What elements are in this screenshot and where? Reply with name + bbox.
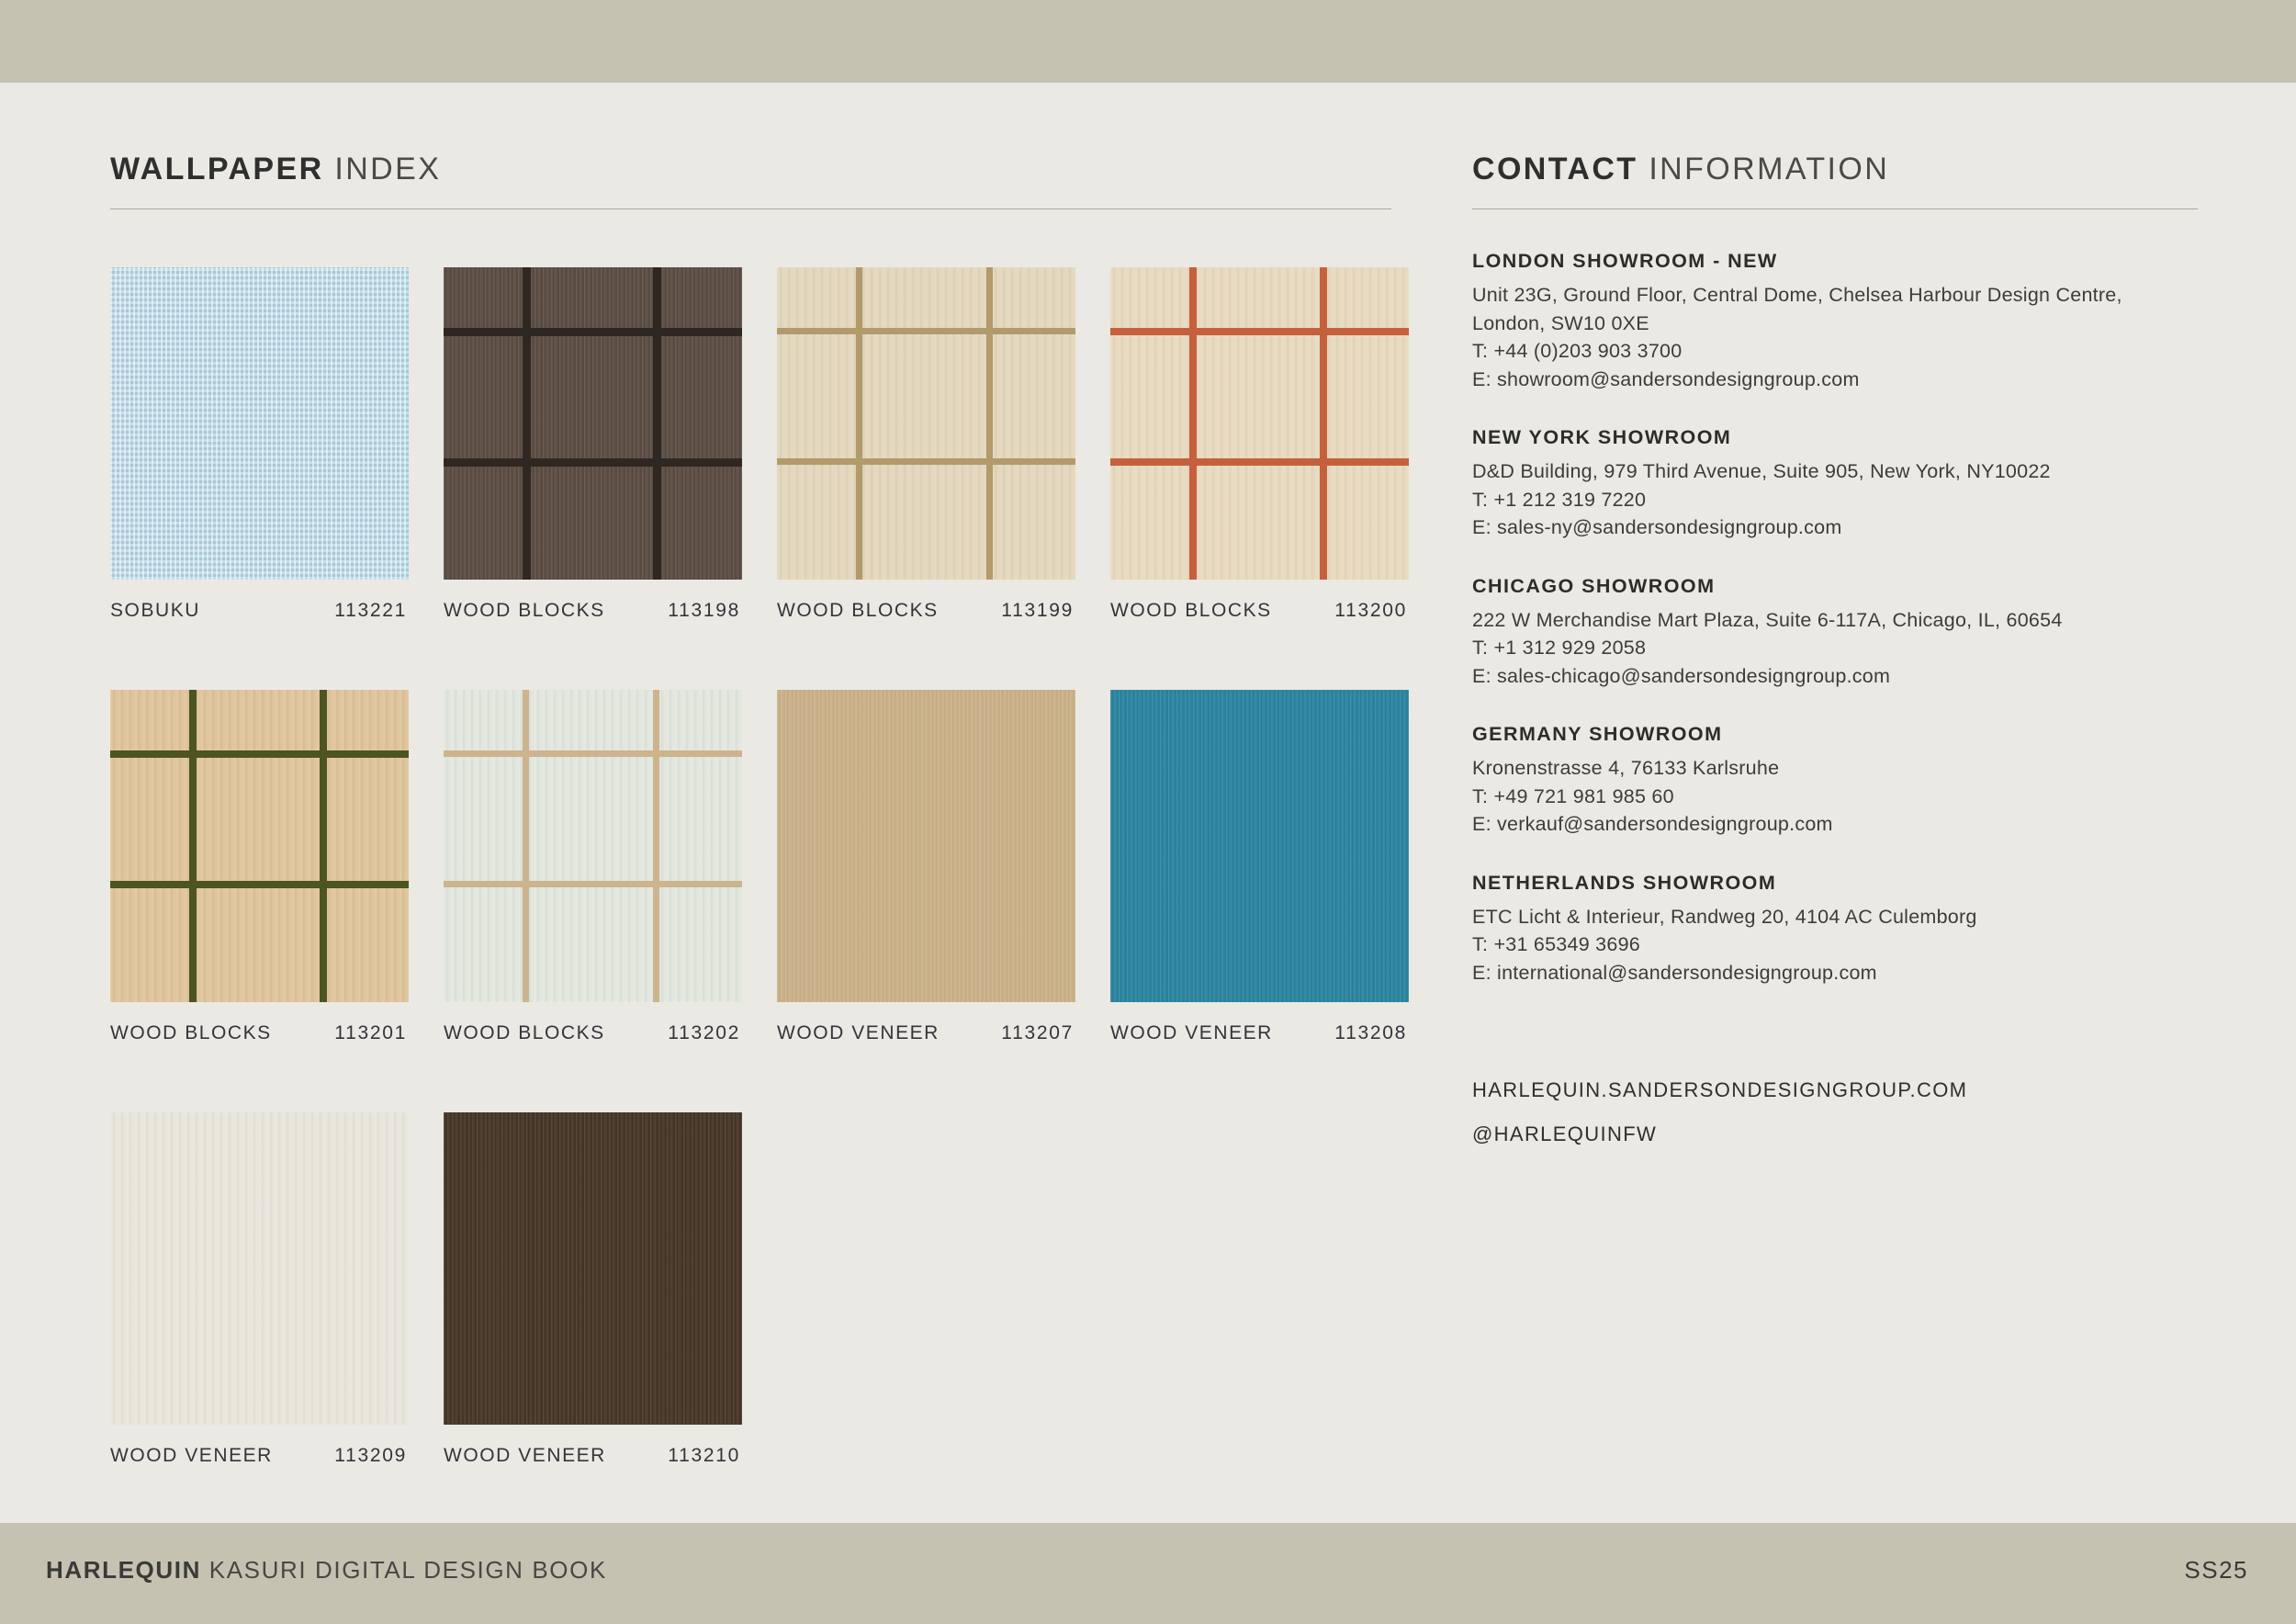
swatch-name: WOOD BLOCKS (444, 600, 605, 621)
swatch-caption (777, 600, 1075, 622)
swatch-code: 113210 (668, 1445, 740, 1466)
showroom-phone: T: +1 312 929 2058 (1472, 637, 1647, 660)
grid-line (653, 267, 661, 580)
showroom-heading: NEW YORK SHOWROOM (1472, 426, 1732, 449)
wallpaper-index-section (110, 152, 1407, 1466)
showroom-address-line: Unit 23G, Ground Floor, Central Dome, Chelsea Harbour Design Centre, (1472, 284, 2122, 306)
page-title (110, 152, 1396, 187)
grid-line (189, 690, 197, 1002)
swatch-row (110, 267, 1414, 635)
grid-line (444, 458, 742, 467)
grid-line (110, 881, 409, 888)
social-handle[interactable]: @HARLEQUINFW (1472, 1122, 1658, 1146)
swatch-image (1110, 267, 1409, 580)
showroom-phone: T: +49 721 981 985 60 (1472, 784, 1674, 807)
showroom-london (1472, 250, 2207, 393)
grid-line (777, 458, 1075, 465)
showroom-heading: CHICAGO SHOWROOM (1472, 574, 1716, 597)
showroom-address-line: Kronenstrasse 4, 76133 Karlsruhe (1472, 757, 1780, 780)
footer-brand: HARLEQUIN (46, 1556, 201, 1584)
swatch-name: WOOD BLOCKS (110, 1022, 272, 1043)
weave-texture (110, 267, 409, 580)
grain-texture (110, 690, 409, 1002)
showroom-email[interactable]: E: sales-ny@sandersondesigngroup.com (1472, 516, 1842, 539)
swatch-name: WOOD VENEER (1110, 1022, 1273, 1043)
swatch-caption (777, 1022, 1075, 1044)
swatch-name: WOOD VENEER (110, 1445, 273, 1466)
swatch-code: 113202 (668, 1022, 740, 1043)
swatch-code: 113207 (1001, 1022, 1074, 1043)
swatch-code: 113198 (668, 600, 740, 621)
grid-line (986, 267, 993, 580)
grain-texture (444, 1112, 742, 1425)
grid-line (1110, 328, 1409, 335)
links-block (1472, 1078, 2207, 1146)
grain-texture (444, 267, 742, 580)
swatch-code: 113208 (1334, 1022, 1407, 1043)
showroom-email[interactable]: E: sales-chicago@sandersondesigngroup.com (1472, 664, 1891, 687)
showroom-netherlands (1472, 872, 2207, 987)
showroom-heading: LONDON SHOWROOM - NEW (1472, 250, 1778, 272)
grain-texture (444, 690, 742, 1002)
showroom-chicago (1472, 575, 2207, 691)
swatch-image (444, 690, 742, 1002)
swatch-item-113208[interactable] (1110, 690, 1409, 1044)
swatch-caption (110, 1445, 409, 1467)
swatch-code: 113209 (334, 1445, 407, 1466)
swatch-image (444, 267, 742, 580)
swatch-image (777, 690, 1075, 1002)
swatch-caption (110, 600, 409, 622)
showroom-heading: NETHERLANDS SHOWROOM (1472, 871, 1777, 894)
swatch-image (110, 690, 409, 1002)
showroom-phone: T: +31 65349 3696 (1472, 933, 1640, 956)
grid-line (653, 690, 659, 1002)
showroom-germany (1472, 723, 2207, 839)
grid-line (1110, 458, 1409, 466)
swatch-code: 113199 (1001, 600, 1074, 621)
swatch-image (444, 1112, 742, 1425)
swatch-code: 113201 (334, 1022, 407, 1043)
showroom-address-line: D&D Building, 979 Third Avenue, Suite 905, New York, NY10022 (1472, 460, 2051, 483)
swatch-item-113200[interactable] (1110, 267, 1409, 622)
showroom-address-line: 222 W Merchandise Mart Plaza, Suite 6-117A, Chicago, IL, 60654 (1472, 608, 2063, 631)
grid-line (523, 690, 529, 1002)
page-title-light: INDEX (323, 152, 442, 186)
swatch-code: 113200 (1334, 600, 1407, 621)
swatch-name: SOBUKU (110, 600, 200, 621)
showroom-email[interactable]: E: international@sandersondesigngroup.com (1472, 961, 1877, 984)
swatch-item-113210[interactable] (444, 1112, 742, 1467)
swatch-code: 113221 (334, 600, 407, 621)
grid-line (320, 690, 327, 1002)
grid-line (110, 750, 409, 758)
swatch-caption (444, 1022, 742, 1044)
showroom-new-york (1472, 426, 2207, 542)
swatch-item-113201[interactable] (110, 690, 409, 1044)
grid-line (523, 267, 531, 580)
swatch-row (110, 1112, 1414, 1480)
grain-texture (777, 690, 1075, 1002)
grid-line (777, 328, 1075, 334)
bottom-band (0, 1523, 2296, 1624)
footer (0, 1523, 2296, 1624)
grid-line (856, 267, 862, 580)
contact-title-bold: CONTACT (1472, 152, 1638, 186)
swatch-image (777, 267, 1075, 580)
page-title-bold: WALLPAPER (110, 152, 324, 186)
swatch-caption (1110, 1022, 1409, 1044)
grain-texture (1110, 690, 1409, 1002)
grain-texture (777, 267, 1075, 580)
swatch-grid (110, 267, 1414, 1480)
showroom-heading: GERMANY SHOWROOM (1472, 723, 1723, 746)
showroom-phone: T: +1 212 319 7220 (1472, 488, 1647, 511)
top-band (0, 0, 2296, 83)
page-number: SS25 (2184, 1556, 2248, 1584)
swatch-item-113209[interactable] (110, 1112, 409, 1467)
swatch-caption (110, 1022, 409, 1044)
swatch-caption (444, 600, 742, 622)
swatch-item-113221[interactable] (110, 267, 409, 622)
contact-title-light: INFORMATION (1638, 152, 1890, 186)
swatch-name: WOOD BLOCKS (1110, 600, 1272, 621)
swatch-item-113199[interactable] (777, 267, 1075, 622)
contact-information-section (1472, 152, 2207, 1167)
website-link[interactable]: HARLEQUIN.SANDERSONDESIGNGROUP.COM (1472, 1078, 1968, 1102)
swatch-item-113207[interactable] (777, 690, 1075, 1044)
showroom-email[interactable]: E: verkauf@sandersondesigngroup.com (1472, 813, 1833, 836)
showroom-address-line: London, SW10 0XE (1472, 311, 1649, 334)
swatch-caption (444, 1445, 742, 1467)
showroom-phone: T: +44 (0)203 903 3700 (1472, 340, 1683, 363)
grid-line (444, 328, 742, 336)
grid-line (1189, 267, 1197, 580)
swatch-name: WOOD VENEER (777, 1022, 940, 1043)
swatch-caption (1110, 600, 1409, 622)
swatch-name: WOOD BLOCKS (444, 1022, 605, 1043)
grain-texture (1110, 267, 1409, 580)
footer-title (46, 1556, 607, 1585)
swatch-item-113198[interactable] (444, 267, 742, 622)
swatch-image (110, 1112, 409, 1425)
swatch-item-113202[interactable] (444, 690, 742, 1044)
swatch-image (1110, 690, 1409, 1002)
grid-line (1320, 267, 1327, 580)
showroom-address-line: ETC Licht & Interieur, Randweg 20, 4104 AC Culemborg (1472, 905, 1977, 928)
showroom-email[interactable]: E: showroom@sandersondesigngroup.com (1472, 367, 1860, 390)
showroom-list (1472, 250, 2207, 987)
contact-title (1472, 152, 2207, 187)
grain-texture (110, 1112, 409, 1425)
footer-subtitle: KASURI DIGITAL DESIGN BOOK (200, 1556, 607, 1584)
swatch-name: WOOD VENEER (444, 1445, 606, 1466)
swatch-image (110, 267, 409, 580)
swatch-name: WOOD BLOCKS (777, 600, 939, 621)
grid-line (444, 881, 742, 887)
grid-line (444, 750, 742, 757)
swatch-row (110, 690, 1414, 1057)
